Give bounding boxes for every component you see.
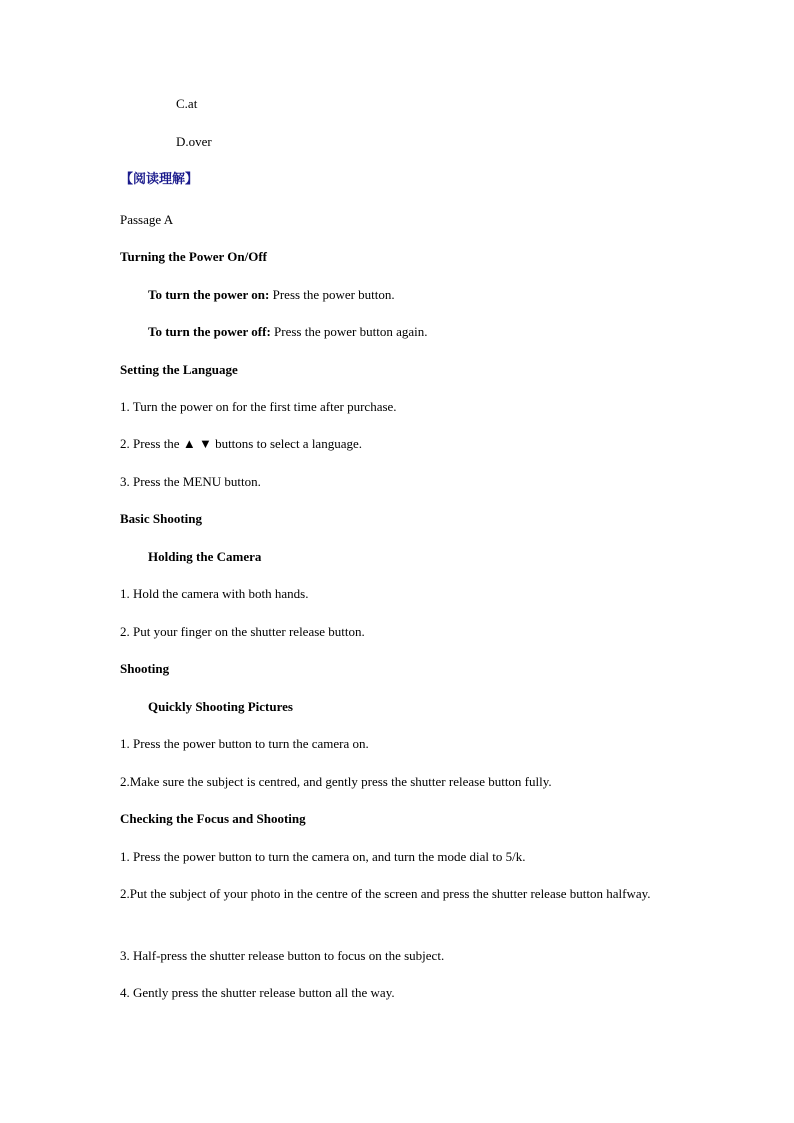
power-on-line bbox=[148, 283, 703, 307]
basic-shooting-heading: Basic Shooting bbox=[120, 511, 202, 526]
focus-step-4: 4. Gently press the shutter release button all the way. bbox=[120, 985, 395, 1000]
power-on-text: Press the power button. bbox=[269, 287, 395, 302]
power-off-text: Press the power button again. bbox=[270, 324, 428, 339]
shooting-heading: Shooting bbox=[120, 661, 170, 676]
language-step-1: 1. Turn the power on for the first time after purchase. bbox=[120, 399, 397, 414]
focus-step-3: 3. Half-press the shutter release button to focus on the subject. bbox=[120, 948, 445, 963]
power-heading: Turning the Power On/Off bbox=[120, 249, 267, 264]
language-step-3: 3. Press the MENU button. bbox=[120, 474, 261, 489]
option-d: D.over bbox=[176, 134, 212, 149]
power-off-label: To turn the power off: bbox=[148, 324, 271, 339]
option-c: C.at bbox=[176, 96, 198, 111]
focus-heading: Checking the Focus and Shooting bbox=[120, 811, 306, 826]
quick-shooting-subheading: Quickly Shooting Pictures bbox=[148, 699, 293, 714]
power-off-line bbox=[148, 320, 703, 344]
power-on-label: To turn the power on: bbox=[148, 287, 270, 302]
quick-step-2: 2.Make sure the subject is centred, and gently press the shutter release button fully. bbox=[120, 774, 552, 789]
language-step-2: 2. Press the ▲ ▼ buttons to select a language. bbox=[120, 436, 362, 451]
section-tag: 【阅读理解】 bbox=[120, 172, 199, 187]
quick-step-1: 1. Press the power button to turn the camera on. bbox=[120, 736, 369, 751]
focus-step-2: 2.Put the subject of your photo in the centre of the screen and press the shutter release button halfway. bbox=[120, 886, 651, 901]
passage-label: Passage A bbox=[120, 212, 174, 227]
holding-step-2: 2. Put your finger on the shutter release button. bbox=[120, 624, 365, 639]
holding-step-1: 1. Hold the camera with both hands. bbox=[120, 586, 309, 601]
holding-camera-subheading: Holding the Camera bbox=[148, 549, 262, 564]
language-heading: Setting the Language bbox=[120, 362, 238, 377]
focus-step-1: 1. Press the power button to turn the camera on, and turn the mode dial to 5/k. bbox=[120, 849, 526, 864]
